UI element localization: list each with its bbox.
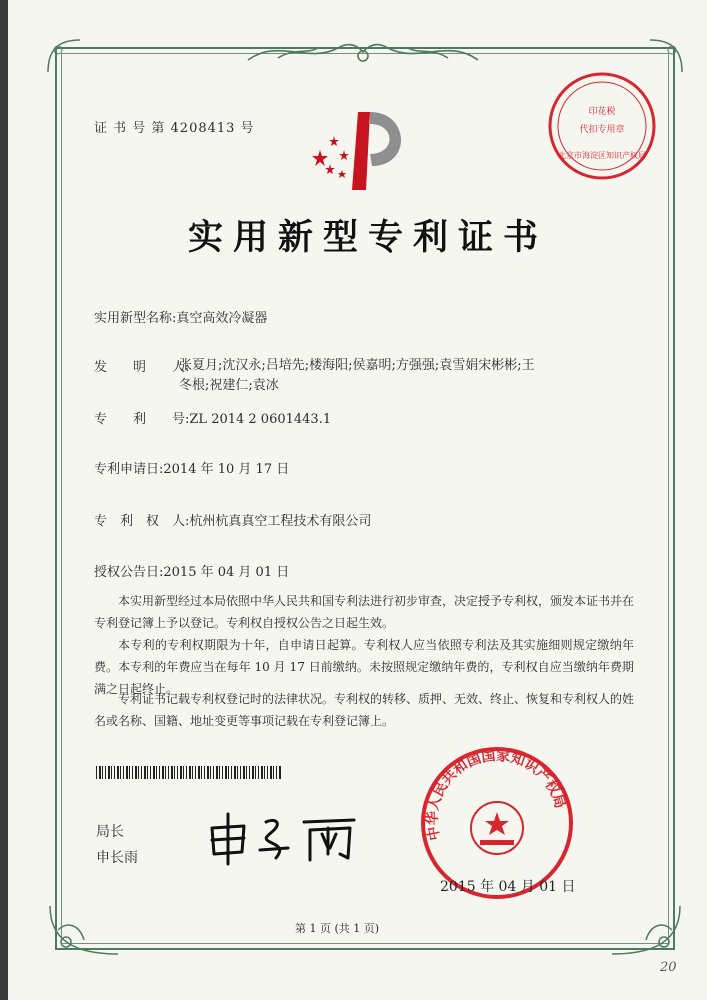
inventors-value: 张夏月;沈汉永;吕培先;楼海阳;侯嘉明;方强强;袁雪娟宋彬彬;王冬根;祝建仁;袁冰 bbox=[179, 358, 535, 393]
director-name: 申长雨 bbox=[96, 850, 138, 866]
top-ornament bbox=[238, 34, 488, 74]
paragraph-1: 本实用新型经过本局依照中华人民共和国专利法进行初步审查，决定授予专利权，颁发本证书并在专利登记簿上予以登记。专利权自授权公告之日起生效。 bbox=[94, 594, 635, 630]
grant-date-row bbox=[94, 561, 289, 580]
patentee-label: 专 利 权 人: bbox=[94, 514, 190, 529]
patentee-value: 杭州杭真真空工程技术有限公司 bbox=[189, 514, 372, 529]
corner-ornament-br bbox=[606, 900, 686, 960]
seal-ring-text: 北京市海淀区知识产权局 bbox=[558, 151, 646, 160]
utility-model-name-row bbox=[94, 307, 267, 326]
seal-top-text: 印花税 bbox=[588, 107, 616, 117]
patentee-row bbox=[94, 510, 371, 529]
seal-ring-text-main: 中华人民共和国国家知识产权局 bbox=[424, 747, 568, 842]
patent-number-label: 专 利 号: bbox=[94, 412, 190, 427]
application-date-label: 专利申请日: bbox=[94, 462, 164, 477]
page-number: 第 1 页 (共 1 页) bbox=[295, 922, 380, 935]
director-title: 局长 bbox=[96, 824, 124, 840]
utility-model-name-label: 实用新型名称: bbox=[94, 311, 177, 326]
handwritten-signature bbox=[204, 808, 364, 868]
certificate-page bbox=[8, 0, 707, 1000]
application-date-value: 2014 年 10 月 17 日 bbox=[163, 462, 290, 477]
grant-date-value: 2015 年 04 月 01 日 bbox=[163, 565, 290, 580]
paragraph-2: 本专利的专利权期限为十年，自申请日起算。专利权人应当依照专利法及其实施细则规定缴纳年费。本专利的年费应当在每年 10 月 17 日前缴纳。未按照规定缴纳年费的，专利权自应当缴纳年费期满之日起终止。 bbox=[94, 638, 634, 696]
page-title: 实用新型专利证书 bbox=[188, 218, 549, 258]
corner-ornament-tl bbox=[44, 36, 84, 76]
inventor-label: 发 明 人: bbox=[94, 360, 190, 375]
patent-number-value: ZL 2014 2 0601443.1 bbox=[189, 412, 332, 427]
seal-center-text: 代扣专用章 bbox=[579, 125, 625, 135]
application-date-row bbox=[94, 458, 289, 477]
corner-ornament-bl bbox=[44, 900, 124, 960]
tax-seal-stamp bbox=[546, 70, 658, 182]
issue-date: 2015 年 04 月 01 日 bbox=[440, 879, 576, 895]
utility-model-name-value: 真空高效冷凝器 bbox=[176, 311, 268, 326]
handwritten-corner-note: 20 bbox=[660, 960, 677, 975]
scan-edge bbox=[0, 0, 8, 1000]
patent-number-row bbox=[94, 408, 331, 427]
paragraph-3: 专利证书记载专利权登记时的法律状况。专利权的转移、质押、无效、终止、恢复和专利权人的姓名或名称、国籍、地址变更等事项记载在专利登记簿上。 bbox=[94, 692, 635, 728]
grant-date-label: 授权公告日: bbox=[94, 565, 164, 580]
barcode bbox=[96, 766, 282, 779]
certificate-number: 证 书 号 第 4208413 号 bbox=[94, 121, 255, 136]
sipo-logo-icon bbox=[300, 106, 420, 196]
